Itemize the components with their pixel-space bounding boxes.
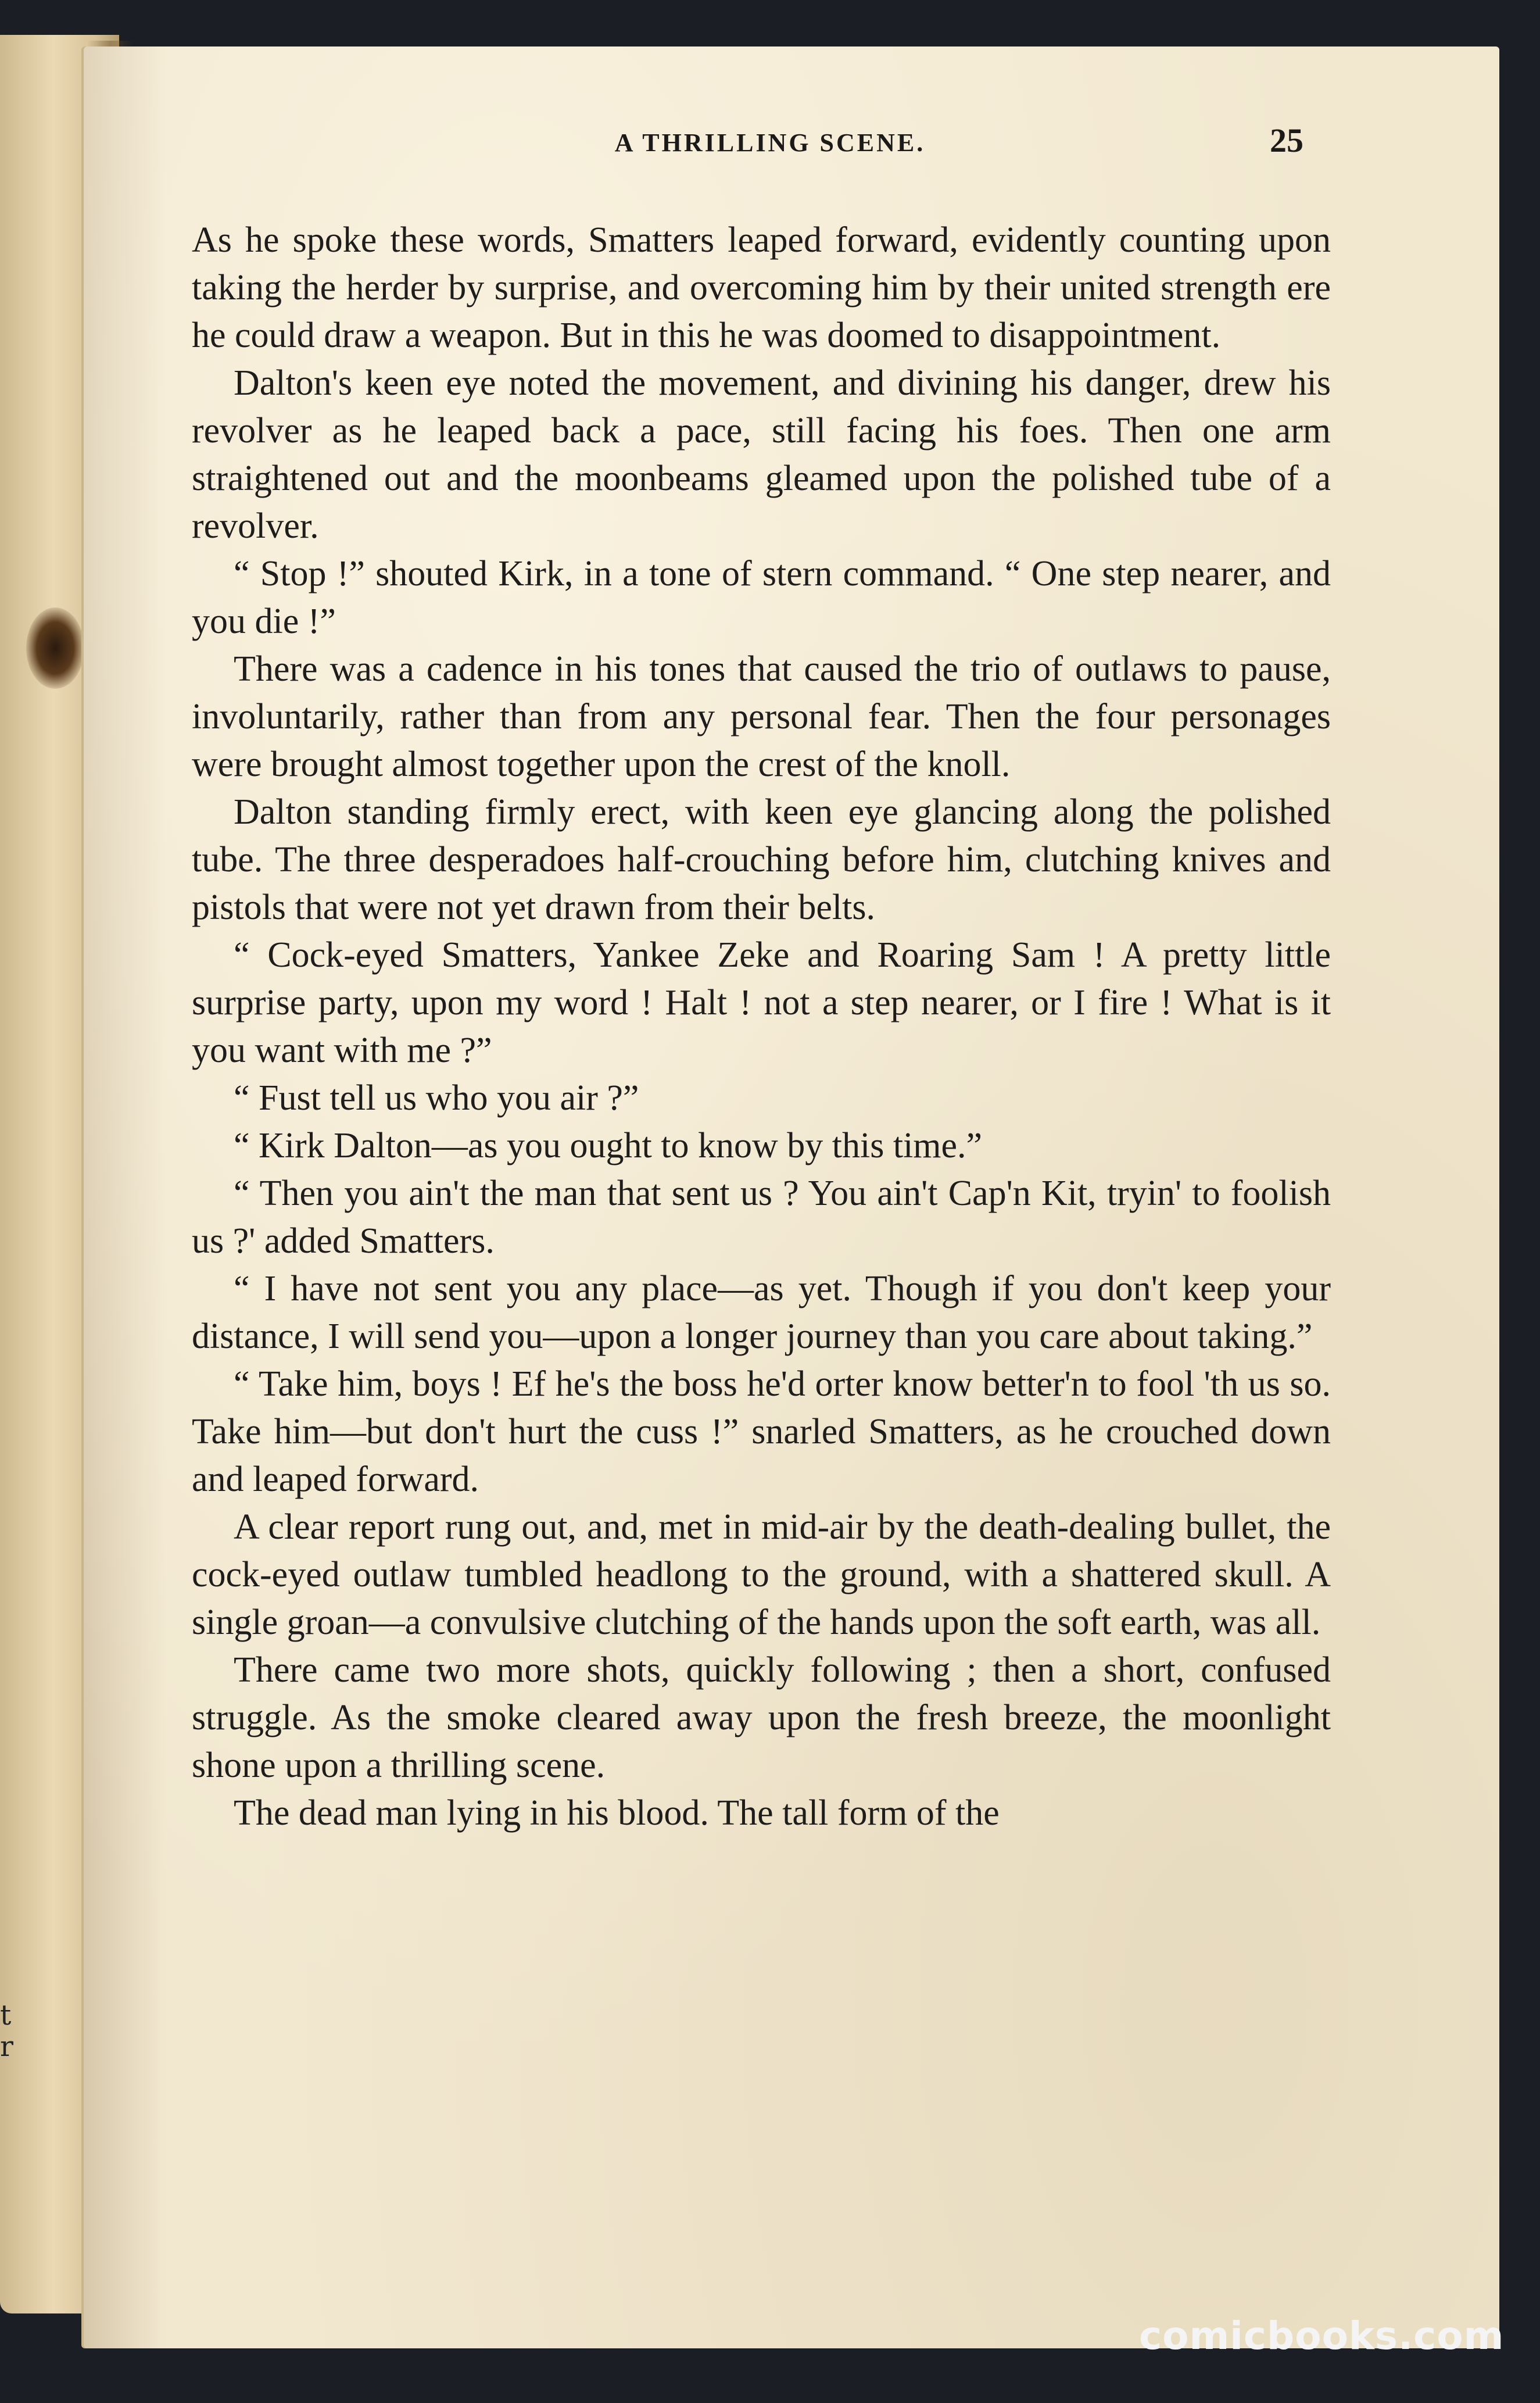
facing-page-letter: r [0, 2030, 13, 2063]
paragraph: “ Cock-eyed Smatters, Yankee Zeke and Roaring Sam ! A pretty little surprise party, upon my word ! Halt ! not a step nearer, or I fire ! What is it you want with me ?” [192, 935, 1331, 1070]
facing-page-letters [0, 2000, 13, 2062]
paragraph: Dalton's keen eye noted the movement, and divining his danger, drew his revolver as he leaped back a pace, still facing his foes. Then one arm straightened out and the moonbeams gleamed upon the polished tube of a revolver. [192, 363, 1331, 546]
facing-page-letter: t [0, 1999, 12, 2032]
watermark: comicbooks.com [1139, 2313, 1505, 2358]
page-body [192, 216, 1331, 1837]
paragraph: “ Then you ain't the man that sent us ? You ain't Cap'n Kit, tryin' to foolish us ?' added Smatters. [192, 1174, 1331, 1261]
paragraph: “ Kirk Dalton—as you ought to know by this time.” [234, 1126, 983, 1165]
paragraph: There came two more shots, quickly following ; then a short, confused struggle. As the smoke cleared away upon the fresh breeze, the moonlight shone upon a thrilling scene. [192, 1650, 1331, 1785]
paragraph: A clear report rung out, and, met in mid-air by the death-dealing bullet, the cock-eyed outlaw tumbled headlong to the ground, with a shattered skull. A single groan—a convulsive clutching of the hands upon the soft earth, was all. [192, 1507, 1331, 1642]
ink-stain [26, 607, 84, 689]
paragraph: “ Stop !” shouted Kirk, in a tone of stern command. “ One step nearer, and you die !” [192, 554, 1331, 641]
paragraph: “ Fust tell us who you air ?” [234, 1078, 639, 1118]
paragraph: As he spoke these words, Smatters leaped forward, evidently counting upon taking the herder by surprise, and overcoming him by their united strength ere he could draw a weapon. But in this he was doomed to disappointment. [192, 220, 1331, 355]
paragraph: The dead man lying in his blood. The tall form of the [234, 1793, 1000, 1833]
page-number: 25 [1270, 121, 1303, 159]
running-head: A THRILLING SCENE. [614, 128, 926, 157]
paragraph: Dalton standing firmly erect, with keen eye glancing along the polished tube. The three desperadoes half-crouching before him, clutching knives and pistols that were not yet drawn from their belts. [192, 792, 1331, 927]
paragraph: “ Take him, boys ! Ef he's the boss he'd orter know better'n to fool 'th us so. Take him—but don't hurt the cuss !” snarled Smatters, as he crouched down and leaped forward. [192, 1364, 1331, 1499]
paragraph: There was a cadence in his tones that caused the trio of outlaws to pause, involuntarily, rather than from any personal fear. Then the four personages were brought almost together upon the crest of the knoll. [192, 649, 1331, 784]
paragraph: “ I have not sent you any place—as yet. Though if you don't keep your distance, I will send you—upon a longer journey than you care about taking.” [192, 1269, 1331, 1356]
